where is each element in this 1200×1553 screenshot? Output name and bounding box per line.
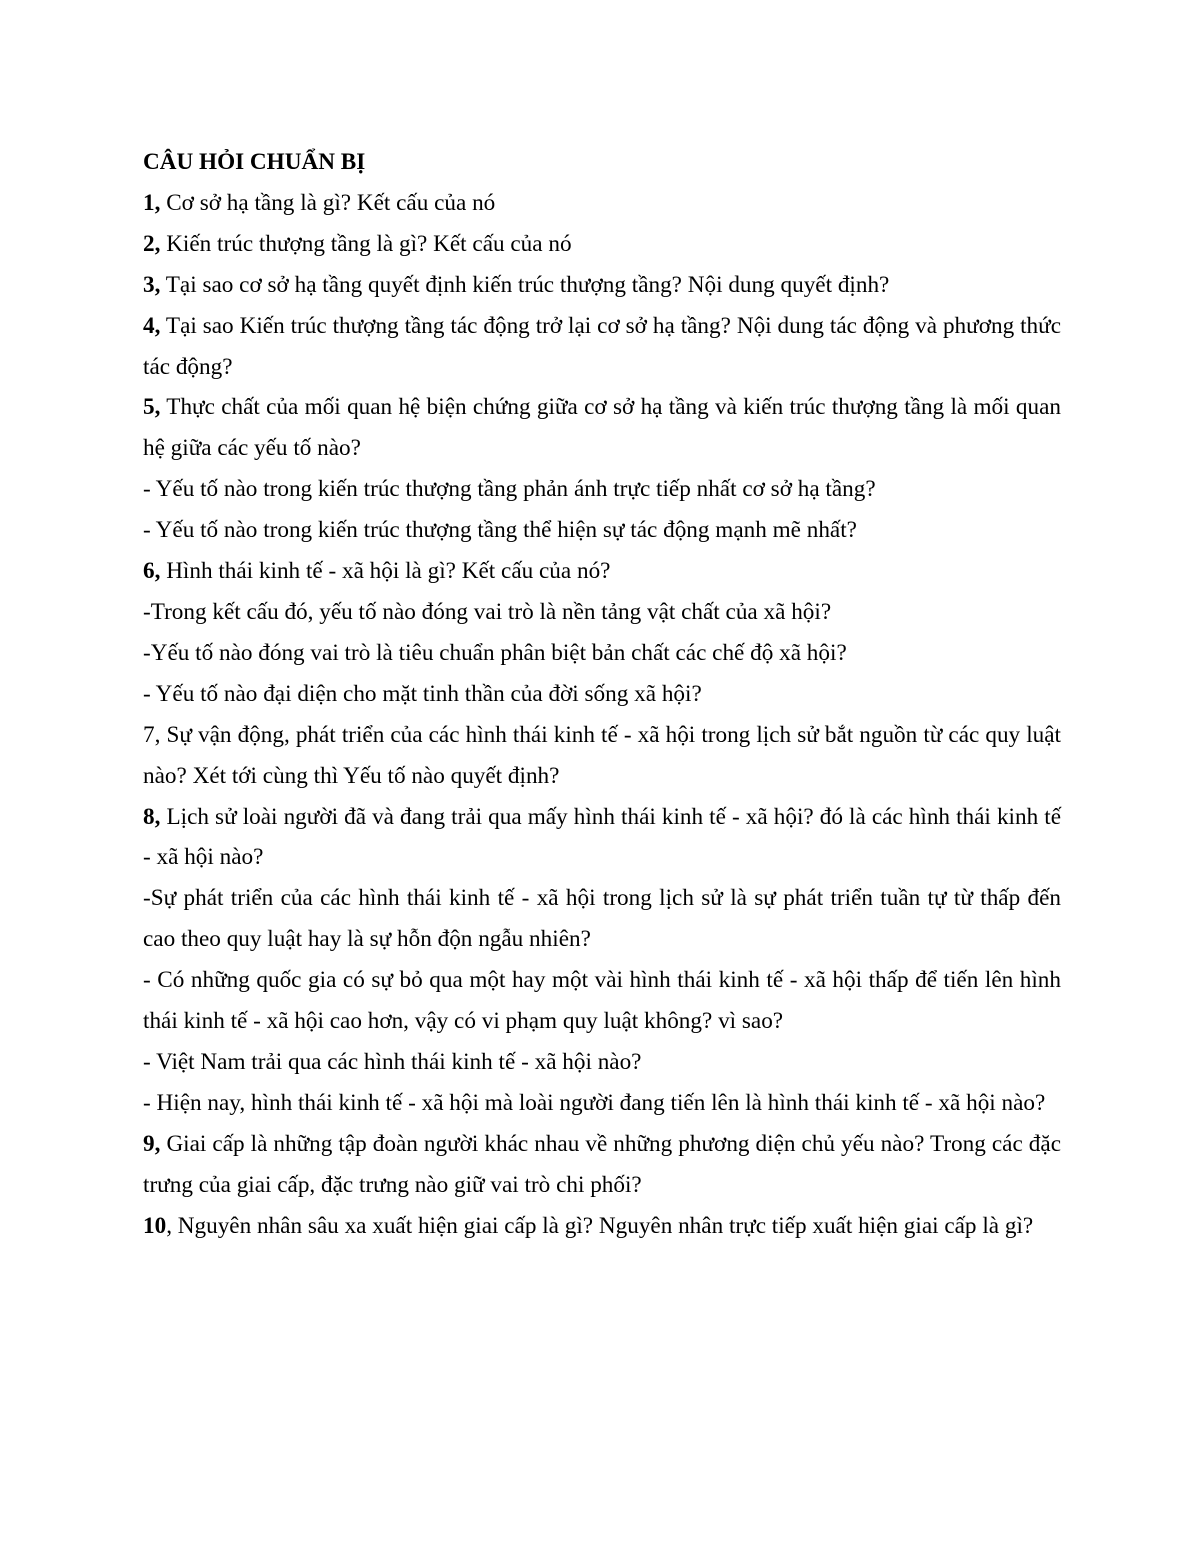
question-text: , Nguyên nhân sâu xa xuất hiện giai cấp là gì? Nguyên nhân trực tiếp xuất hiện giai cấp là gì? (166, 1212, 1034, 1239)
sub-question: - Yếu tố nào trong kiến trúc thượng tầng thể hiện sự tác động mạnh mẽ nhất? (143, 517, 857, 544)
sub-question: - Yếu tố nào đại diện cho mặt tinh thần của đời sống xã hội? (143, 680, 702, 707)
sub-question: - Có những quốc gia có sự bỏ qua một hay một vài hình thái kinh tế - xã hội thấp để tiến lên hình thái kinh tế - xã hội cao hơn, vậy có vi phạm quy luật không? vì sao? (143, 967, 1061, 1035)
question-3 (143, 265, 1061, 306)
sub-question: -Sự phát triển của các hình thái kinh tế - xã hội trong lịch sử là sự phát triển tuần tự từ thấp đến cao theo quy luật hay là sự hỗn độn ngẫu nhiên? (143, 885, 1061, 953)
question-1 (143, 183, 1061, 224)
question-2 (143, 224, 1061, 265)
question-text: Kiến trúc thượng tầng là gì? Kết cấu của nó (160, 230, 572, 257)
question-number: 10 (143, 1212, 167, 1239)
document-page (143, 142, 1061, 1246)
question-number: 3, (143, 271, 161, 298)
question-text: Hình thái kinh tế - xã hội là gì? Kết cấu của nó? (160, 558, 611, 585)
question-text: Thực chất của mối quan hệ biện chứng giữa cơ sở hạ tầng và kiến trúc thượng tầng là mối quan hệ giữa các yếu tố nào? (143, 394, 1061, 462)
question-8 (143, 797, 1061, 879)
question-number: 2, (143, 230, 161, 257)
sub-question: - Hiện nay, hình thái kinh tế - xã hội mà loài người đang tiến lên là hình thái kinh tế - xã hội nào? (143, 1089, 1046, 1116)
question-number: 8, (143, 803, 161, 830)
question-7: 7, Sự vận động, phát triển của các hình thái kinh tế - xã hội trong lịch sử bắt nguồn từ các quy luật nào? Xét tới cùng thì Yếu tố nào quyết định? (143, 721, 1061, 789)
question-number: 1, (143, 189, 161, 216)
question-text: Tại sao Kiến trúc thượng tầng tác động trở lại cơ sở hạ tầng? Nội dung tác động và phương thức tác động? (143, 312, 1061, 380)
question-number: 9, (143, 1130, 161, 1157)
question-text: Giai cấp là những tập đoàn người khác nhau về những phương diện chủ yếu nào? Trong các đặc trưng của giai cấp, đặc trưng nào giữ vai trò chi phối? (143, 1130, 1061, 1198)
question-text: Tại sao cơ sở hạ tầng quyết định kiến trúc thượng tầng? Nội dung quyết định? (160, 271, 890, 298)
question-text: Lịch sử loài người đã và đang trải qua mấy hình thái kinh tế - xã hội? đó là các hình thái kinh tế - xã hội nào? (143, 803, 1061, 871)
page-title: CÂU HỎI CHUẨN BỊ (143, 149, 366, 175)
sub-question: -Trong kết cấu đó, yếu tố nào đóng vai trò là nền tảng vật chất của xã hội? (143, 598, 832, 625)
sub-question: - Việt Nam trải qua các hình thái kinh tế - xã hội nào? (143, 1048, 642, 1075)
question-9 (143, 1124, 1061, 1206)
question-number: 4, (143, 312, 161, 339)
sub-question: - Yếu tố nào trong kiến trúc thượng tầng phản ánh trực tiếp nhất cơ sở hạ tầng? (143, 476, 876, 503)
question-4 (143, 306, 1061, 388)
question-number: 5, (143, 394, 161, 421)
question-text: Cơ sở hạ tầng là gì? Kết cấu của nó (160, 189, 496, 216)
sub-question: -Yếu tố nào đóng vai trò là tiêu chuẩn phân biệt bản chất các chế độ xã hội? (143, 639, 847, 666)
question-number: 6, (143, 558, 161, 585)
question-10 (143, 1206, 1061, 1247)
question-5 (143, 387, 1061, 469)
question-6 (143, 551, 1061, 592)
